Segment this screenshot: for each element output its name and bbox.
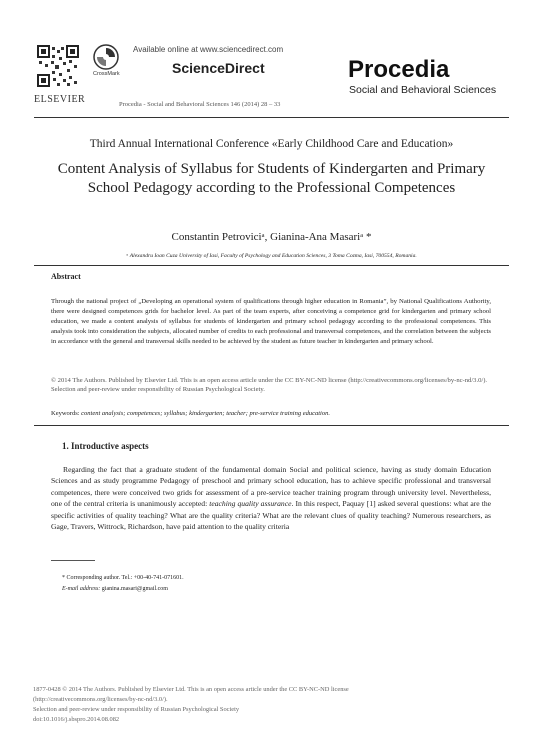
body-text-2: . In this respect, Paquay [1] asked several questions: what are the specific activities of quality teaching? What are the quality criteria? What are the relevant clues of quality teaching? Numerous researchers, as Gage, Travers, Wittrock, Richardson, have paid attention to the quality criteria [51,499,491,532]
footer-doi[interactable]: doi:10.1016/j.sbspro.2014.08.082 [33,716,120,724]
section-heading: 1. Introductive aspects [62,441,149,451]
journal-reference: Procedia - Social and Behavioral Sciences 146 (2014) 28 – 33 [119,101,281,108]
qr-code-icon [37,45,79,87]
body-text-italic: teaching quality assurance [209,499,292,509]
corresponding-author: * Corresponding author. Tel.: +00-40-741-071601. [62,575,184,581]
paper-title: Content Analysis of Syllabus for Students of Kindergarten and Primary School Pedagogy according to the Professional Competences [57,161,486,196]
abstract-bottom-rule [34,425,509,426]
elsevier-logo: ELSEVIER [34,94,86,105]
procedia-subtitle: Social and Behavioral Sciences [349,84,497,96]
email-footnote [62,584,184,595]
email-address[interactable]: gianina.masari@gmail.com [100,585,168,592]
abstract-top-rule [34,265,509,266]
copyright-block [51,376,491,395]
body-text-1: Regarding the fact that a graduate student of the fundamental domain Social and political science, having as study domain Education Sciences and as study programme Pedagogy of preschool and primary school education, has to achieve specific professional and transversal competences, there were conceived two grids for assessment of a pre-service teacher training program through university level. Nevertheless, one of the central criteria is unanimously accepted: [51,465,491,509]
abstract-heading: Abstract [51,272,81,281]
procedia-logo: Procedia [348,56,450,83]
abstract-text: Through the national project of „Developing an operational system of qualifications through higher education in Romania”, by National Qualifications Authority, there were designed competences grids for bachelor level. As part of the team experts, after conceiving a competence grid for kindergarten and primary school education, we made a content analysis of syllabus for students of kindergarten and primary school pedagogy according to the professional competences. This analysis took into consideration the subjects, allocated number of credits to each professional and transversal competences, and the correlation between the subjects in accordance with the general and transversal skills needed to be achieved by the student as future teacher in kindergarten and primary school. [51,298,491,345]
page-footer [33,685,508,725]
conference-name: Third Annual International Conference «Early Childhood Care and Education» [89,138,454,150]
keywords-list: content analysis; competences; syllabus; kindergarten; teacher; pre-service training education. [79,410,330,417]
footer-peer-review: Selection and peer-review under responsibility of Russian Psychological Society [33,706,240,714]
peer-review-line: Selection and peer-review under responsibility of Russian Psychological Society. [51,386,265,394]
footnote-rule [51,560,95,561]
footer-license-link[interactable]: (http://creativecommons.org/licenses/by-nc-nd/3.0/). [33,696,168,704]
body-paragraph [51,464,491,532]
email-label: E-mail address: [62,585,101,592]
crossmark-icon[interactable] [93,44,119,70]
footnotes [62,573,184,594]
keywords [51,410,491,417]
sciencedirect-logo: ScienceDirect [172,60,265,76]
keywords-label: Keywords: [51,410,80,417]
affiliation: ᵃ Alexandru Ioan Cuza University of Iasi, Faculty of Psychology and Education Sciences, 3 Toma Cozma, Iasi, 700554, Romania. [126,253,417,259]
header-rule [34,117,509,118]
footer-issn-line: 1877-0428 © 2014 The Authors. Published by Elsevier Ltd. This is an open access article under the CC BY-NC-ND license [33,686,349,693]
authors: Constantin Petroviciᵃ, Gianina-Ana Masariᵃ * [171,231,372,243]
available-online-text: Available online at www.sciencedirect.com [133,45,284,54]
crossmark-label: CrossMark [93,71,120,77]
copyright-line: © 2014 The Authors. Published by Elsevier Ltd. This is an open access article under the CC BY-NC-ND license (http://creativecommons.org/licenses/by-nc-nd/3.0/). [51,377,488,384]
